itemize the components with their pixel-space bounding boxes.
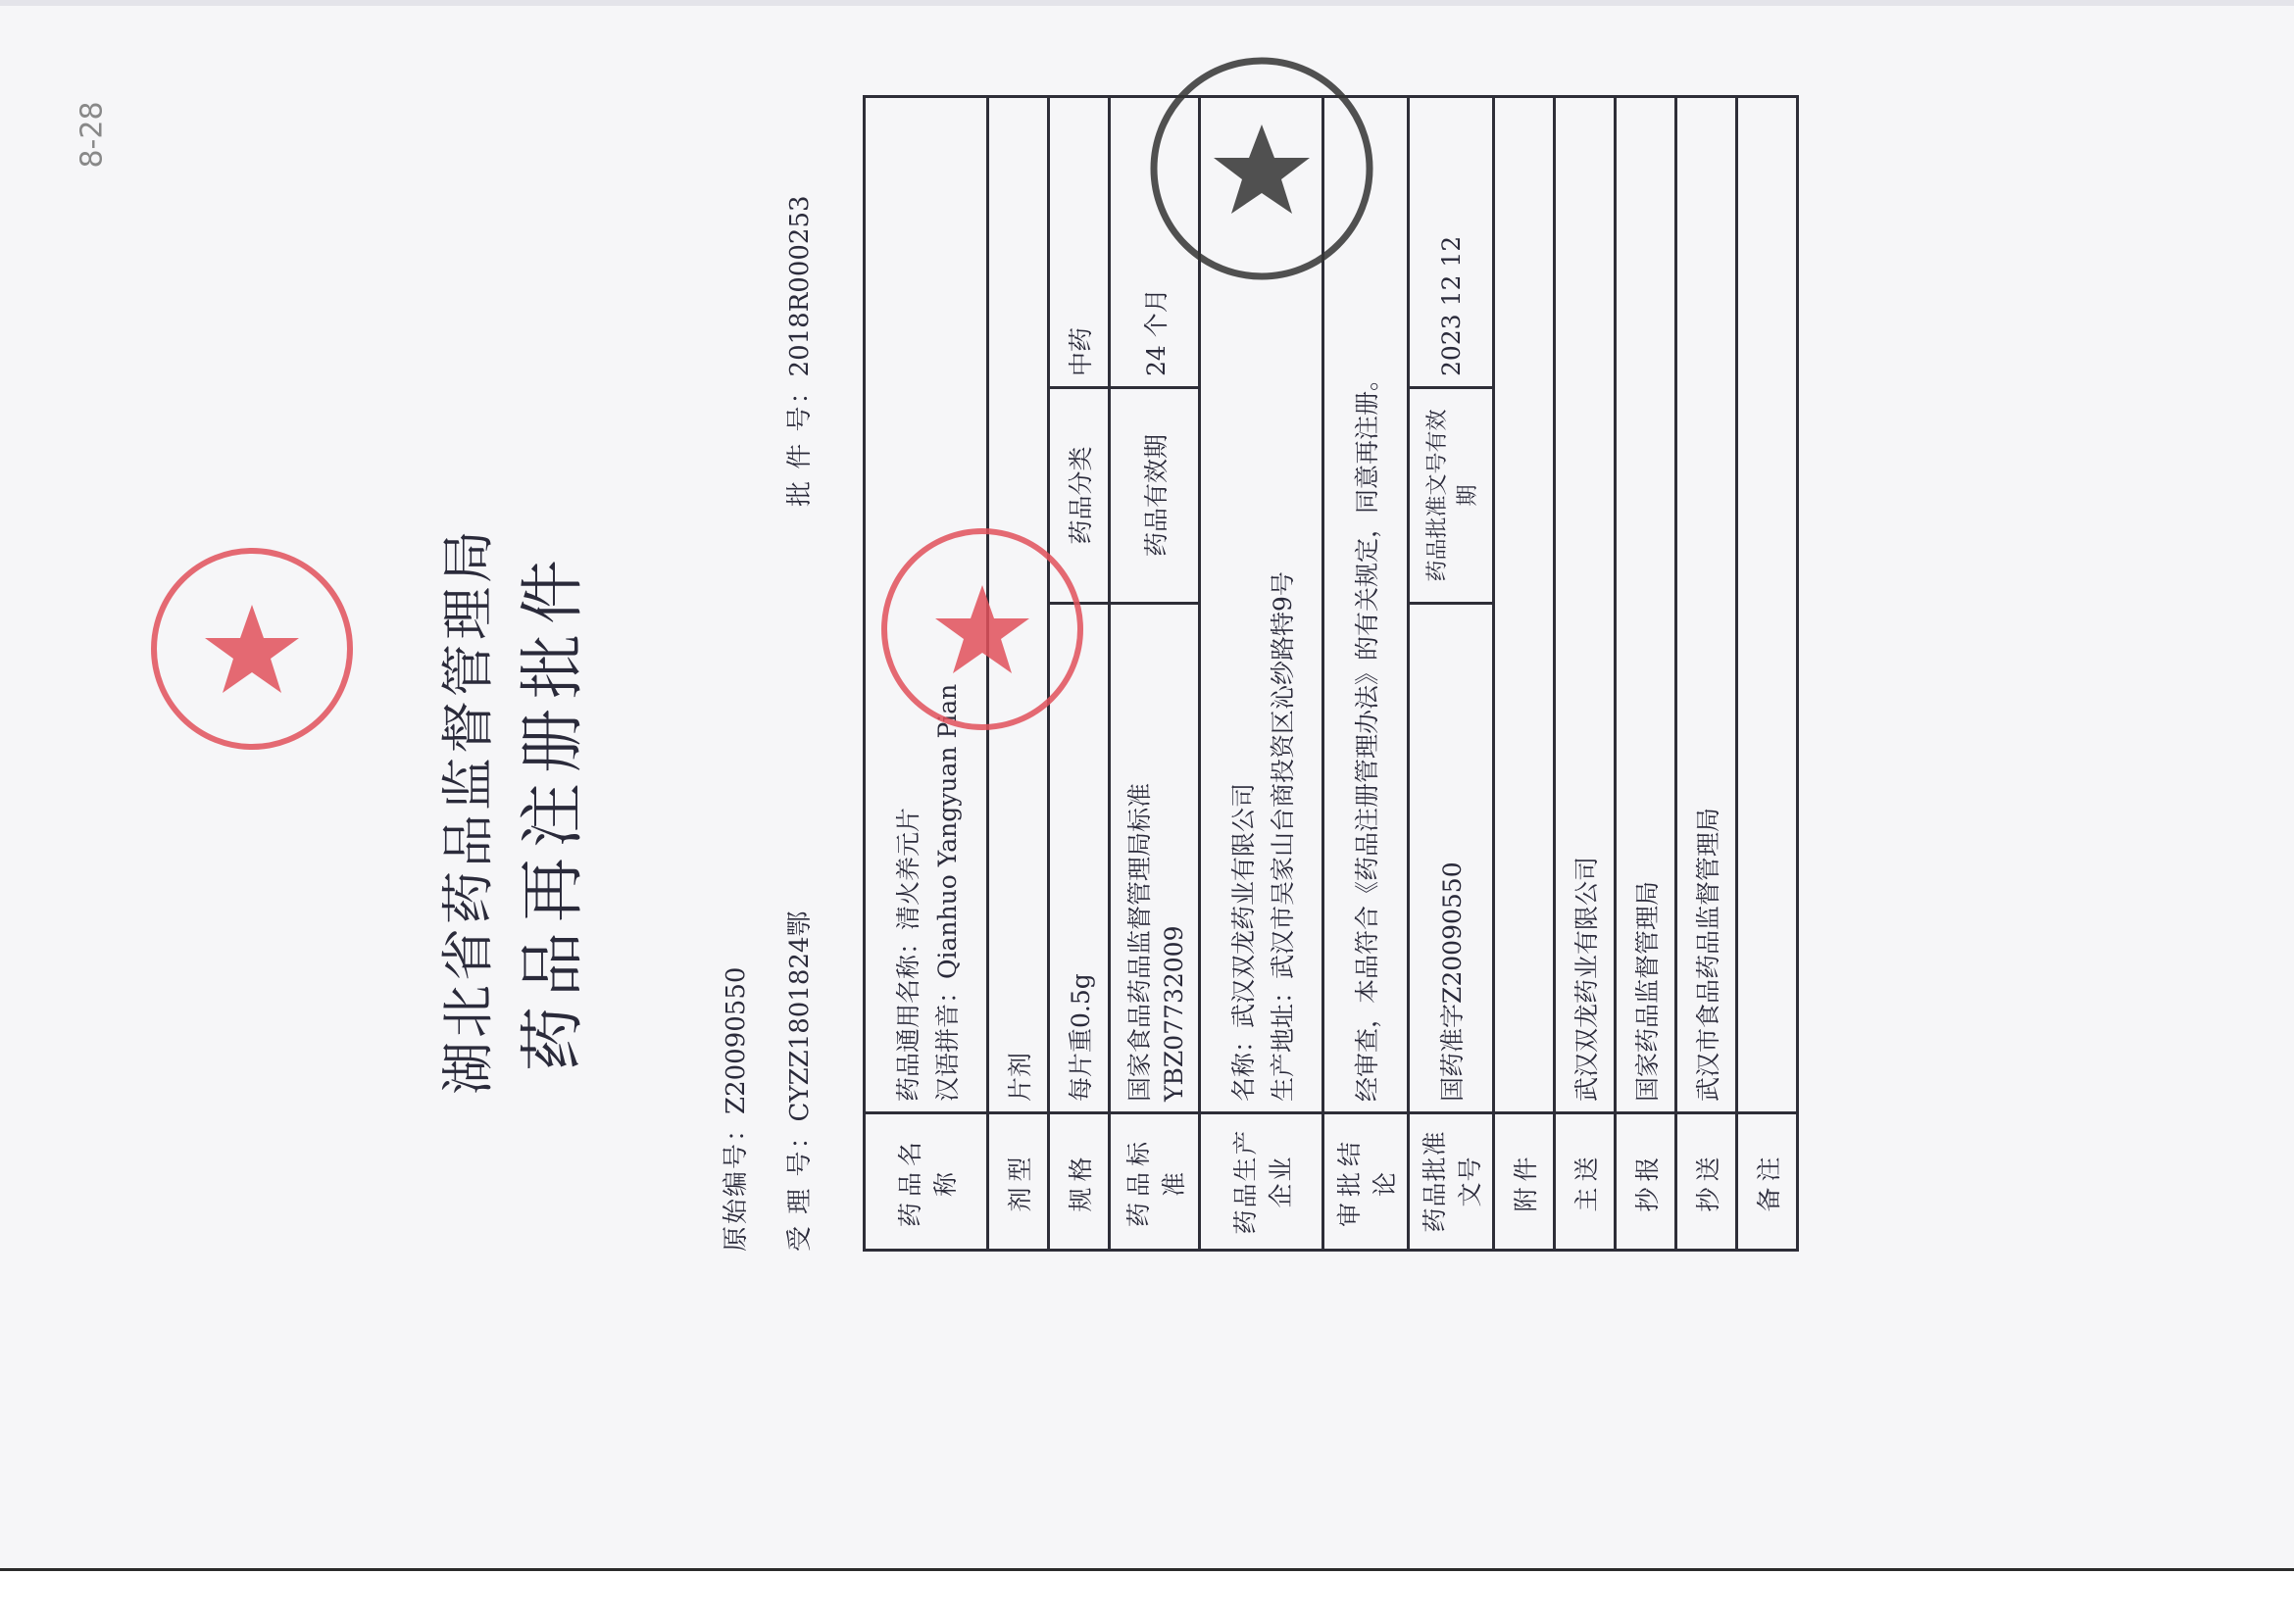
approval-valid-value: 2023 12 12	[1409, 97, 1494, 388]
approval-valid-label: 药品批准文号有效期	[1409, 388, 1494, 604]
sheet-bottom-edge	[0, 1568, 2294, 1624]
copy-value: 武汉市食品药品监督管理局	[1676, 97, 1737, 1113]
bureau-gray-seal	[1147, 54, 1377, 284]
remarks-label: 备注	[1737, 1113, 1798, 1251]
report-value: 国家药品监督管理局	[1616, 97, 1676, 1113]
spec-value: 每片重0.5g	[1049, 604, 1110, 1113]
conclusion-label: 审批结论	[1323, 1113, 1409, 1251]
manufacturer-name: 名称：武汉双龙药业有限公司	[1228, 782, 1258, 1102]
category-label: 药品分类	[1049, 388, 1110, 604]
cc-main-value: 武汉双龙药业有限公司	[1555, 97, 1616, 1113]
copy-label: 抄送	[1676, 1113, 1737, 1251]
company-seal-graphic	[877, 524, 1088, 735]
generic-name: 药品通用名称：清火养元片	[893, 807, 923, 1102]
approval-number: 批 件 号：2018R000253	[785, 195, 815, 507]
original-number: 原始编号：Z20090550	[722, 966, 751, 1252]
sheet-top-edge	[0, 0, 2294, 6]
drug-name-label: 药品名称	[865, 1113, 988, 1251]
pinyin-name: 汉语拼音：Qianhuo Yangyuan Pian	[932, 683, 962, 1102]
acceptance-number: 受 理 号：CYZZ1801824鄂	[785, 910, 815, 1252]
validity-value: 24 个月	[1110, 97, 1200, 388]
attachment-label: 附件	[1494, 1113, 1555, 1251]
issuer-title: 湖北省药品监督管理局	[437, 526, 499, 1095]
table-row	[1409, 97, 1494, 1251]
cc-main-label: 主送	[1555, 1113, 1616, 1251]
approval-doc-label: 药品批准文号	[1409, 1113, 1494, 1251]
category-value: 中药	[1049, 97, 1110, 388]
standard-value: 国家食品药品监督管理局标准 YBZ07732009	[1110, 604, 1200, 1113]
manufacturer-address: 生产地址：武汉市吴家山台商投资区沁纱路特9号	[1268, 571, 1297, 1102]
table-row	[1676, 97, 1737, 1251]
issuer-seal-graphic	[147, 544, 358, 755]
manufacturer-label: 药品生产企业	[1200, 1113, 1323, 1251]
spec-label: 规格	[1049, 1113, 1110, 1251]
conclusion-value: 经审查，本品符合《药品注册管理办法》的有关规定，同意再注册。	[1323, 97, 1409, 1113]
dosage-form-label: 剂型	[988, 1113, 1049, 1251]
rotated-document	[255, 75, 2118, 1546]
bureau-seal-graphic	[1147, 54, 1377, 284]
table-row	[1737, 97, 1798, 1251]
dosage-form-value: 片剂	[988, 97, 1049, 1113]
table-row	[1494, 97, 1555, 1251]
handwritten-mark: 8-28	[75, 101, 110, 169]
approval-doc-value: 国药准字Z20090550	[1409, 604, 1494, 1113]
document-title: 药品再注册批件	[515, 550, 590, 1071]
table-row	[1555, 97, 1616, 1251]
company-red-seal	[877, 524, 1088, 735]
issuer-red-seal	[147, 544, 358, 755]
report-label: 抄报	[1616, 1113, 1676, 1251]
remarks-value	[1737, 97, 1798, 1113]
table-row	[1616, 97, 1676, 1251]
validity-label: 药品有效期	[1110, 388, 1200, 604]
standard-label: 药品标准	[1110, 1113, 1200, 1251]
attachment-value	[1494, 97, 1555, 1113]
